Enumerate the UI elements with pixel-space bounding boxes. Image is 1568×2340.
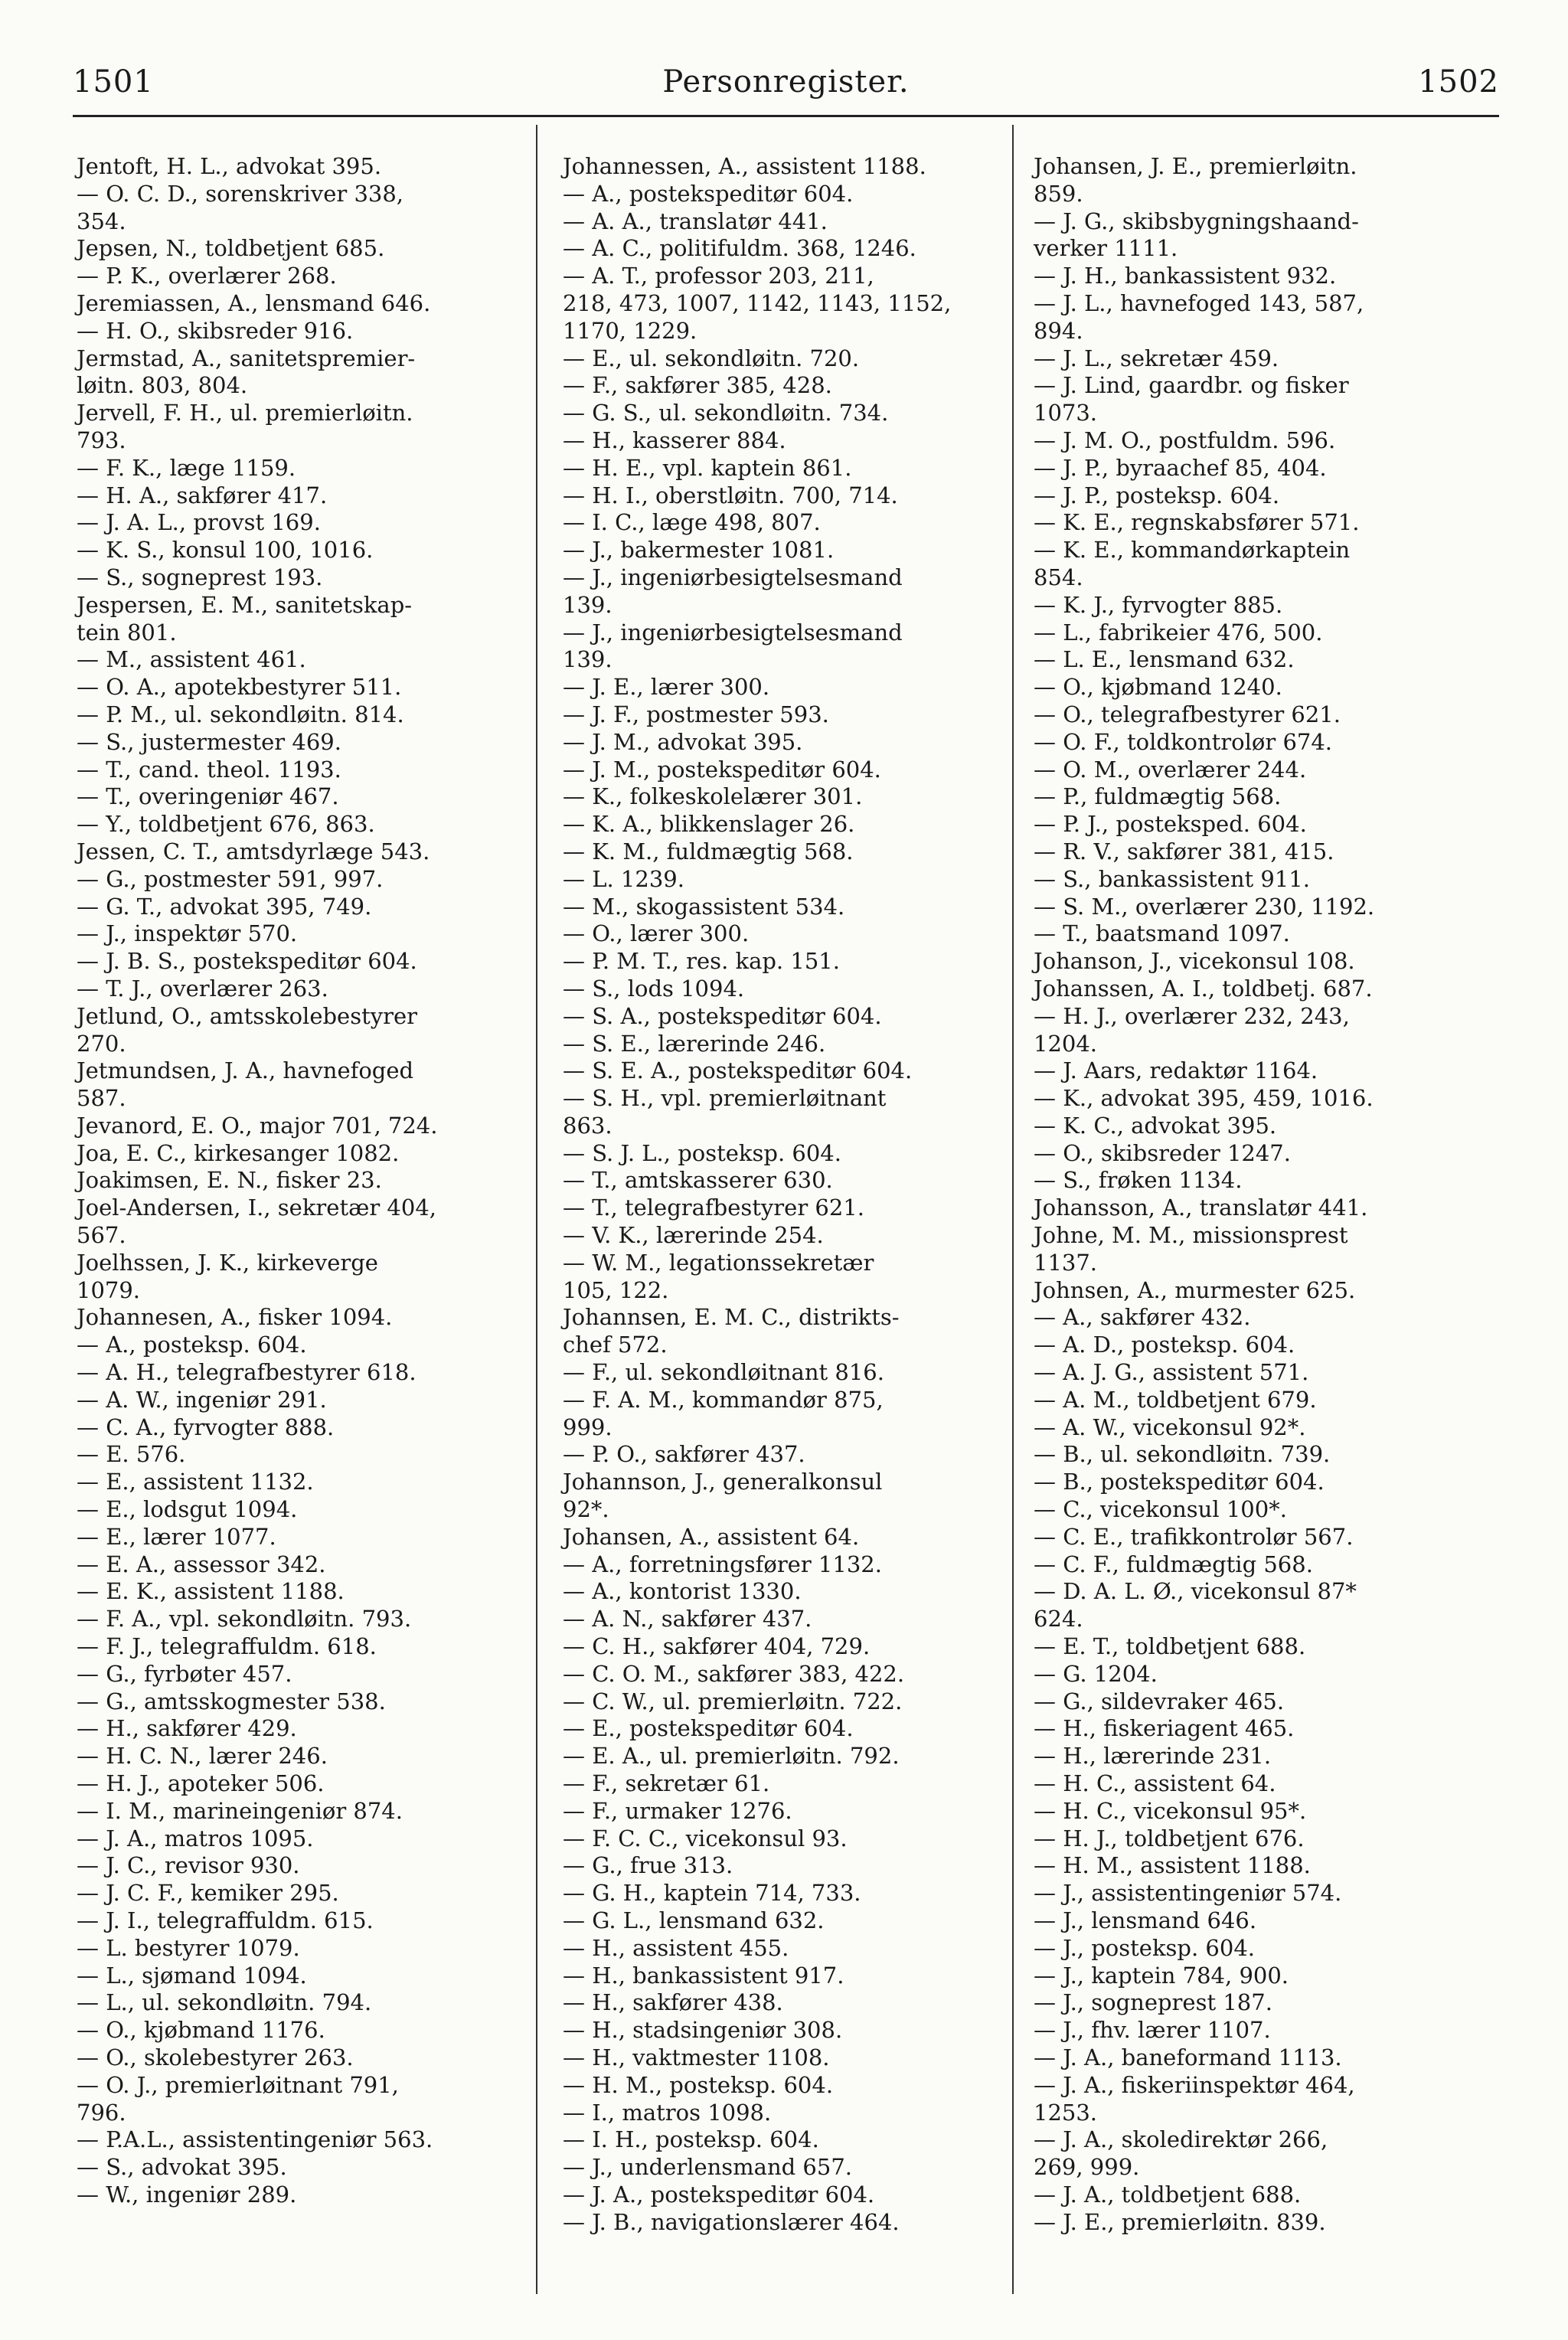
- register-line: 218, 473, 1007, 1142, 1143, 1152,: [563, 289, 952, 316]
- register-line: — J. A., matros 1095.: [77, 1825, 314, 1851]
- register-line: 1137.: [1034, 1249, 1098, 1276]
- register-line: 1170, 1229.: [563, 317, 697, 344]
- register-line: Jessen, C. T., amtsdyrlæge 543.: [77, 838, 430, 864]
- register-line: — I. M., marineingeniør 874.: [77, 1797, 403, 1824]
- register-line: — S., bankassistent 911.: [1034, 865, 1310, 892]
- register-line: — S., frøken 1134.: [1034, 1167, 1243, 1194]
- register-line: — O., skolebestyrer 263.: [77, 2044, 354, 2070]
- register-line: 863.: [563, 1112, 612, 1139]
- page-header: [73, 64, 1499, 110]
- register-line: — P. K., overlærer 268.: [77, 263, 337, 289]
- register-line: — J. F., postmester 593.: [563, 701, 829, 727]
- register-line: Joakimsen, E. N., fisker 23.: [77, 1167, 382, 1194]
- register-line: — S., justermester 469.: [77, 728, 341, 755]
- register-line: chef 572.: [563, 1332, 668, 1358]
- register-line: — E., postekspeditør 604.: [563, 1715, 854, 1742]
- register-line: 624.: [1034, 1606, 1083, 1632]
- register-line: — T. J., overlærer 263.: [77, 975, 328, 1002]
- register-line: — L., sjømand 1094.: [77, 1962, 307, 1989]
- register-column-2: [563, 153, 1008, 2237]
- register-line: — C. W., ul. premierløitn. 722.: [563, 1688, 903, 1714]
- register-line: — J. B., navigationslærer 464.: [563, 2208, 900, 2235]
- register-line: — L. bestyrer 1079.: [77, 1934, 300, 1961]
- register-line: 1073.: [1034, 400, 1098, 426]
- register-line: — E., assistent 1132.: [77, 1469, 314, 1495]
- register-line: — H., stadsingeniør 308.: [563, 2017, 843, 2044]
- register-line: — E. K., assistent 1188.: [77, 1578, 345, 1605]
- register-line: 269, 999.: [1034, 2154, 1140, 2181]
- register-line: — O. A., apotekbestyrer 511.: [77, 674, 402, 701]
- register-line: Jentoft, H. L., advokat 395.: [77, 153, 382, 179]
- register-line: — G. T., advokat 395, 749.: [77, 893, 372, 920]
- register-line: — J., ingeniørbesigtelsesmand: [563, 619, 903, 645]
- register-line: — W. M., legationssekretær: [563, 1249, 874, 1276]
- register-line: — J. M., advokat 395.: [563, 728, 803, 755]
- register-line: — S. E. A., postekspeditør 604.: [563, 1057, 913, 1084]
- right-page-number: 1502: [1418, 64, 1499, 100]
- register-line: Johannesen, A., fisker 1094.: [77, 1304, 393, 1331]
- register-line: — V. K., lærerinde 254.: [563, 1222, 824, 1249]
- register-line: — F. A., vpl. sekondløitn. 793.: [77, 1606, 412, 1632]
- register-line: — J. H., bankassistent 932.: [1034, 263, 1337, 289]
- register-line: — A., forretningsfører 1132.: [563, 1551, 882, 1577]
- register-line: — Y., toldbetjent 676, 863.: [77, 811, 375, 838]
- register-line: 587.: [77, 1085, 126, 1112]
- register-line: — J. M., postekspeditør 604.: [563, 756, 881, 783]
- register-line: 354.: [77, 208, 126, 234]
- register-line: — A. M., toldbetjent 679.: [1034, 1386, 1317, 1413]
- register-line: løitn. 803, 804.: [77, 372, 248, 399]
- register-line: — H. J., toldbetjent 676.: [1034, 1825, 1305, 1851]
- register-line: — J., assistentingeniør 574.: [1034, 1880, 1342, 1907]
- register-line: Joel-Andersen, I., sekretær 404,: [77, 1195, 437, 1221]
- register-line: — K. E., kommandørkaptein: [1034, 537, 1351, 564]
- register-line: — C., vicekonsul 100*.: [1034, 1496, 1287, 1523]
- register-line: — G. 1204.: [1034, 1660, 1158, 1687]
- register-line: — L., fabrikeier 476, 500.: [1034, 619, 1323, 645]
- register-line: — O. M., overlærer 244.: [1034, 756, 1307, 783]
- register-line: — G. S., ul. sekondløitn. 734.: [563, 400, 889, 426]
- register-line: Johannsen, E. M. C., distrikts-: [563, 1304, 900, 1331]
- register-line: — J. E., lærer 300.: [563, 674, 770, 701]
- register-line: — G., sildevraker 465.: [1034, 1688, 1285, 1714]
- register-line: — E. A., ul. premierløitn. 792.: [563, 1743, 900, 1770]
- register-line: — F. A. M., kommandør 875,: [563, 1386, 884, 1413]
- register-line: — T., baatsmand 1097.: [1034, 920, 1290, 947]
- register-line: — J., bakermester 1081.: [563, 537, 835, 564]
- register-line: — A., sakfører 432.: [1034, 1304, 1251, 1331]
- register-line: 793.: [77, 426, 126, 453]
- register-line: 854.: [1034, 564, 1083, 590]
- register-line: — H. I., oberstløitn. 700, 714.: [563, 482, 898, 508]
- register-line: — A., postekspeditør 604.: [563, 180, 854, 207]
- register-line: 105, 122.: [563, 1276, 669, 1303]
- register-line: — G., frue 313.: [563, 1852, 733, 1879]
- register-line: — F., sekretær 61.: [563, 1770, 770, 1797]
- register-line: — I. C., læge 498, 807.: [563, 509, 821, 536]
- register-line: — H. M., assistent 1188.: [1034, 1852, 1311, 1879]
- register-line: — J. C., revisor 930.: [77, 1852, 300, 1879]
- register-line: — O., skibsreder 1247.: [1034, 1139, 1291, 1166]
- header-rule: [73, 115, 1499, 117]
- register-line: — J., inspektør 570.: [77, 920, 298, 947]
- register-line: — H. C. N., lærer 246.: [77, 1743, 328, 1770]
- register-line: — J., posteksp. 604.: [1034, 1934, 1255, 1961]
- register-line: — H., sakfører 438.: [563, 1989, 783, 2016]
- register-line: — G., amtsskogmester 538.: [77, 1688, 386, 1714]
- register-line: — G. H., kaptein 714, 733.: [563, 1880, 861, 1907]
- register-line: — J. Aars, redaktør 1164.: [1034, 1057, 1318, 1084]
- register-line: — H. E., vpl. kaptein 861.: [563, 454, 852, 481]
- register-line: — K., folkeskolelærer 301.: [563, 783, 863, 810]
- register-line: — E., lærer 1077.: [77, 1523, 276, 1550]
- register-line: — S., sogneprest 193.: [77, 564, 323, 590]
- register-line: — O. J., premierløitnant 791,: [77, 2071, 399, 2098]
- register-line: — J. L., havnefoged 143, 587,: [1034, 289, 1364, 316]
- register-line: — C. O. M., sakfører 383, 422.: [563, 1660, 905, 1687]
- register-line: Johannson, J., generalkonsul: [563, 1469, 883, 1495]
- register-line: — J., kaptein 784, 900.: [1034, 1962, 1289, 1989]
- register-line: — F. C. C., vicekonsul 93.: [563, 1825, 848, 1851]
- register-line: — S. E., lærerinde 246.: [563, 1030, 826, 1057]
- register-line: — J., sogneprest 187.: [1034, 1989, 1272, 2016]
- register-line: — J., underlensmand 657.: [563, 2154, 853, 2181]
- register-line: — H., fiskeriagent 465.: [1034, 1715, 1295, 1742]
- register-line: — J. P., posteksp. 604.: [1034, 482, 1280, 508]
- register-line: Jermstad, A., sanitetspremier-: [77, 345, 416, 371]
- register-line: — W., ingeniør 289.: [77, 2181, 297, 2208]
- register-line: — A. W., vicekonsul 92*.: [1034, 1413, 1306, 1440]
- register-line: — H., bankassistent 917.: [563, 1962, 844, 1989]
- register-line: — E. T., toldbetjent 688.: [1034, 1633, 1306, 1660]
- register-line: — B., ul. sekondløitn. 739.: [1034, 1441, 1331, 1468]
- register-line: — R. V., sakfører 381, 415.: [1034, 838, 1334, 864]
- register-line: — H. J., apoteker 506.: [77, 1770, 325, 1797]
- register-line: Jespersen, E. M., sanitetskap-: [77, 591, 413, 618]
- register-line: — S., advokat 395.: [77, 2154, 287, 2181]
- register-line: — K. A., blikkenslager 26.: [563, 811, 855, 838]
- register-line: — G., postmester 591, 997.: [77, 865, 384, 892]
- register-line: 270.: [77, 1030, 126, 1057]
- register-line: — J. C. F., kemiker 295.: [77, 1880, 339, 1907]
- register-line: Jepsen, N., toldbetjent 685.: [77, 235, 385, 262]
- register-line: — H., vaktmester 1108.: [563, 2044, 830, 2070]
- register-line: 796.: [77, 2099, 126, 2126]
- register-line: Jevanord, E. O., major 701, 724.: [77, 1112, 438, 1139]
- register-line: — S. M., overlærer 230, 1192.: [1034, 893, 1375, 920]
- register-line: — T., overingeniør 467.: [77, 783, 339, 810]
- register-line: Johne, M. M., missionsprest: [1034, 1222, 1348, 1249]
- register-line: — I., matros 1098.: [563, 2099, 772, 2126]
- register-line: — K. J., fyrvogter 885.: [1034, 591, 1283, 618]
- register-line: — D. A. L. Ø., vicekonsul 87*: [1034, 1578, 1357, 1605]
- register-line: 894.: [1034, 317, 1083, 344]
- register-line: — O., kjøbmand 1176.: [77, 2017, 325, 2044]
- register-line: — A., kontorist 1330.: [563, 1578, 802, 1605]
- register-line: — J. M. O., postfuldm. 596.: [1034, 426, 1336, 453]
- register-line: — P., fuldmægtig 568.: [1034, 783, 1282, 810]
- register-line: Johanssen, A. I., toldbetj. 687.: [1034, 975, 1373, 1002]
- register-line: — J. A., baneformand 1113.: [1034, 2044, 1342, 2070]
- register-line: 1204.: [1034, 1030, 1098, 1057]
- register-line: — S. A., postekspeditør 604.: [563, 1002, 882, 1029]
- register-line: — A. A., translatør 441.: [563, 208, 828, 234]
- register-line: 139.: [563, 591, 612, 618]
- register-line: — H. M., posteksp. 604.: [563, 2071, 834, 2098]
- register-line: — A. D., posteksp. 604.: [1034, 1332, 1295, 1358]
- register-line: — O., kjøbmand 1240.: [1034, 674, 1282, 701]
- register-line: — K. C., advokat 395.: [1034, 1112, 1277, 1139]
- register-line: — L. E., lensmand 632.: [1034, 646, 1295, 673]
- register-line: tein 801.: [77, 619, 177, 645]
- register-line: — J., ingeniørbesigtelsesmand: [563, 564, 903, 590]
- register-line: — O., lærer 300.: [563, 920, 750, 947]
- register-line: Jeremiassen, A., lensmand 646.: [77, 289, 431, 316]
- register-line: — A. J. G., assistent 571.: [1034, 1359, 1309, 1386]
- register-line: — S., lods 1094.: [563, 975, 745, 1002]
- register-line: — A., posteksp. 604.: [77, 1332, 307, 1358]
- register-line: — P. M., ul. sekondløitn. 814.: [77, 701, 404, 727]
- register-column-1: [77, 153, 528, 2209]
- register-line: 567.: [77, 1222, 126, 1249]
- register-line: — M., assistent 461.: [77, 646, 306, 673]
- register-line: 999.: [563, 1413, 612, 1440]
- register-line: — C. H., sakfører 404, 729.: [563, 1633, 871, 1660]
- register-line: Johansen, A., assistent 64.: [563, 1523, 860, 1550]
- register-line: — A. N., sakfører 437.: [563, 1606, 812, 1632]
- register-line: — G., fyrbøter 457.: [77, 1660, 292, 1687]
- register-line: — J. Lind, gaardbr. og fisker: [1034, 372, 1349, 399]
- register-line: — C. A., fyrvogter 888.: [77, 1413, 335, 1440]
- register-line: — E. A., assessor 342.: [77, 1551, 326, 1577]
- register-line: Jetmundsen, J. A., havnefoged: [77, 1057, 414, 1084]
- register-line: — H. A., sakfører 417.: [77, 482, 328, 508]
- register-line: — B., postekspeditør 604.: [1034, 1469, 1325, 1495]
- register-line: — F., ul. sekondløitnant 816.: [563, 1359, 884, 1386]
- register-line: — T., cand. theol. 1193.: [77, 756, 341, 783]
- register-line: — L. 1239.: [563, 865, 684, 892]
- register-line: — K. S., konsul 100, 1016.: [77, 537, 374, 564]
- register-line: — A. H., telegrafbestyrer 618.: [77, 1359, 416, 1386]
- register-line: — G. L., lensmand 632.: [563, 1907, 825, 1933]
- register-line: — P.A.L., assistentingeniør 563.: [77, 2126, 433, 2153]
- register-line: 139.: [563, 646, 612, 673]
- register-line: — J. A., fiskeriinspektør 464,: [1034, 2071, 1355, 2098]
- register-line: — H., assistent 455.: [563, 1934, 789, 1961]
- register-line: — A. T., professor 203, 211,: [563, 263, 874, 289]
- register-line: Johnsen, A., murmester 625.: [1034, 1276, 1356, 1303]
- register-line: 859.: [1034, 180, 1083, 207]
- register-line: — E., ul. sekondløitn. 720.: [563, 345, 860, 371]
- register-line: — J. A. L., provst 169.: [77, 509, 321, 536]
- register-line: — J. G., skibsbygningshaand-: [1034, 208, 1359, 234]
- register-line: — H. O., skibsreder 916.: [77, 317, 354, 344]
- register-line: — C. F., fuldmægtig 568.: [1034, 1551, 1313, 1577]
- register-line: — H., lærerinde 231.: [1034, 1743, 1272, 1770]
- register-line: — O. F., toldkontrolør 674.: [1034, 728, 1333, 755]
- register-line: — J. A., skoledirektør 266,: [1034, 2126, 1328, 2153]
- register-line: — J. I., telegraffuldm. 615.: [77, 1907, 374, 1933]
- register-line: — K., advokat 395, 459, 1016.: [1034, 1085, 1374, 1112]
- register-line: 1253.: [1034, 2099, 1098, 2126]
- column-divider: [536, 125, 537, 2294]
- register-line: Johanson, J., vicekonsul 108.: [1034, 948, 1355, 975]
- register-line: — A. W., ingeniør 291.: [77, 1386, 327, 1413]
- register-line: Johannessen, A., assistent 1188.: [563, 153, 926, 179]
- column-divider: [1012, 125, 1014, 2294]
- register-line: — H., kasserer 884.: [563, 426, 786, 453]
- register-line: — K. E., regnskabsfører 571.: [1034, 509, 1360, 536]
- register-line: Joelhssen, J. K., kirkeverge: [77, 1249, 378, 1276]
- register-line: — F., sakfører 385, 428.: [563, 372, 832, 399]
- register-line: — K. M., fuldmægtig 568.: [563, 838, 854, 864]
- register-line: — J. P., byraachef 85, 404.: [1034, 454, 1327, 481]
- register-line: — E., lodsgut 1094.: [77, 1496, 298, 1523]
- register-line: verker 1111.: [1034, 235, 1178, 262]
- register-column-3: [1034, 153, 1493, 2237]
- register-line: — O., telegrafbestyrer 621.: [1034, 701, 1341, 727]
- register-line: Jervell, F. H., ul. premierløitn.: [77, 400, 413, 426]
- register-line: — S. J. L., posteksp. 604.: [563, 1139, 841, 1166]
- register-line: — E. 576.: [77, 1441, 186, 1468]
- register-line: — F. K., læge 1159.: [77, 454, 296, 481]
- register-line: — S. H., vpl. premierløitnant: [563, 1085, 887, 1112]
- register-line: — F., urmaker 1276.: [563, 1797, 792, 1824]
- register-line: — H. C., assistent 64.: [1034, 1770, 1276, 1797]
- register-line: — O. C. D., sorenskriver 338,: [77, 180, 404, 207]
- register-line: — P. M. T., res. kap. 151.: [563, 948, 840, 975]
- register-line: — J. A., postekspeditør 604.: [563, 2181, 875, 2208]
- register-line: — H., sakfører 429.: [77, 1715, 297, 1742]
- register-line: — M., skogassistent 534.: [563, 893, 845, 920]
- page-title: Personregister.: [662, 64, 910, 100]
- register-line: Jetlund, O., amtsskolebestyrer: [77, 1002, 418, 1029]
- register-line: Johansson, A., translatør 441.: [1034, 1195, 1368, 1221]
- register-line: — P. J., posteksped. 604.: [1034, 811, 1307, 838]
- register-line: — I. H., posteksp. 604.: [563, 2126, 819, 2153]
- register-line: — T., telegrafbestyrer 621.: [563, 1195, 864, 1221]
- register-line: — A. C., politifuldm. 368, 1246.: [563, 235, 916, 262]
- register-line: — J. E., premierløitn. 839.: [1034, 2208, 1326, 2235]
- register-line: — L., ul. sekondløitn. 794.: [77, 1989, 372, 2016]
- register-line: — T., amtskasserer 630.: [563, 1167, 833, 1194]
- register-line: — J. A., toldbetjent 688.: [1034, 2181, 1302, 2208]
- register-line: — C. E., trafikkontrolør 567.: [1034, 1523, 1354, 1550]
- register-line: — J., fhv. lærer 1107.: [1034, 2017, 1271, 2044]
- register-line: — J. L., sekretær 459.: [1034, 345, 1279, 371]
- register-line: Johansen, J. E., premierløitn.: [1034, 153, 1357, 179]
- register-line: 1079.: [77, 1276, 141, 1303]
- register-line: — F. J., telegraffuldm. 618.: [77, 1633, 377, 1660]
- register-line: — P. O., sakfører 437.: [563, 1441, 805, 1468]
- left-page-number: 1501: [73, 64, 154, 100]
- register-line: — J., lensmand 646.: [1034, 1907, 1257, 1933]
- register-line: — J. B. S., postekspeditør 604.: [77, 948, 417, 975]
- register-line: — H. J., overlærer 232, 243,: [1034, 1002, 1350, 1029]
- register-line: Joa, E. C., kirkesanger 1082.: [77, 1139, 400, 1166]
- register-line: 92*.: [563, 1496, 609, 1523]
- register-line: — H. C., vicekonsul 95*.: [1034, 1797, 1307, 1824]
